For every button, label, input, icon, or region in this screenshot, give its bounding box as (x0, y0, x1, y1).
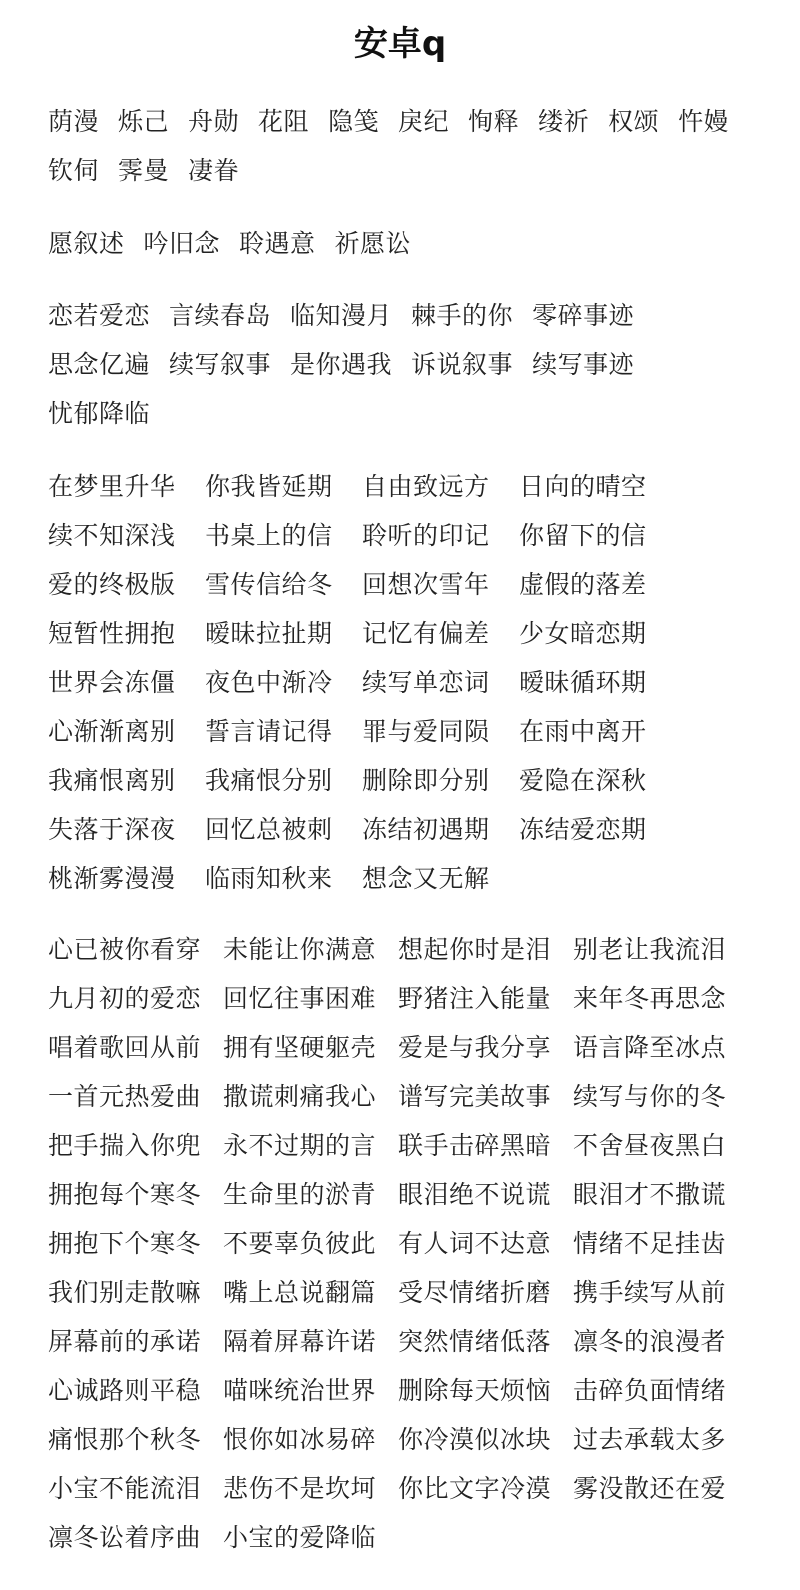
name-row (48, 560, 768, 609)
name-item: 临雨知秋来 (205, 863, 333, 893)
name-item: 愿叙述 (48, 228, 125, 258)
name-item: 零碎事迹 (532, 300, 635, 330)
name-item: 突然情绪低落 (398, 1326, 552, 1356)
name-item: 凄眷 (188, 155, 240, 185)
name-item: 舟勋 (188, 106, 240, 136)
name-row (48, 1513, 768, 1562)
name-row (48, 1366, 768, 1415)
name-item: 聆遇意 (239, 228, 316, 258)
name-item: 暧昧拉扯期 (205, 618, 333, 648)
name-item: 我痛恨分别 (205, 765, 333, 795)
name-row (48, 854, 768, 903)
name-item: 夜色中渐冷 (205, 667, 333, 697)
name-item: 我痛恨离别 (48, 765, 176, 795)
name-row (48, 925, 768, 974)
name-item: 日向的晴空 (519, 471, 647, 501)
name-item: 回忆往事困难 (223, 983, 377, 1013)
name-item: 撒谎刺痛我心 (223, 1081, 377, 1111)
name-item: 来年冬再思念 (573, 983, 727, 1013)
name-group-three-char (48, 219, 768, 268)
name-item: 别老让我流泪 (573, 934, 727, 964)
name-item: 失落于深夜 (48, 814, 176, 844)
name-row (48, 756, 768, 805)
name-item: 荫漫 (48, 106, 100, 136)
name-item: 恂释 (468, 106, 520, 136)
name-row (48, 1121, 768, 1170)
name-item: 吟旧念 (143, 228, 221, 258)
name-row (48, 974, 768, 1023)
name-item: 戾纪 (398, 106, 450, 136)
name-item: 情绪不足挂齿 (573, 1228, 727, 1258)
name-item: 把手揣入你兜 (48, 1130, 202, 1160)
name-item: 嘴上总说翻篇 (223, 1277, 377, 1307)
name-row (48, 805, 768, 854)
name-row (48, 1415, 768, 1464)
name-item: 暧昧循环期 (519, 667, 647, 697)
name-item: 在梦里升华 (48, 471, 176, 501)
name-item: 桃渐雾漫漫 (48, 863, 176, 893)
name-item: 在雨中离开 (519, 716, 647, 746)
name-row (48, 1023, 768, 1072)
name-item: 受尽情绪折磨 (398, 1277, 552, 1307)
name-item: 联手击碎黑暗 (398, 1130, 552, 1160)
name-item: 隔着屏幕许诺 (223, 1326, 377, 1356)
name-item: 续不知深浅 (48, 520, 176, 550)
name-item: 携手续写从前 (573, 1277, 727, 1307)
name-item: 悲伤不是坎坷 (223, 1473, 377, 1503)
name-item: 虚假的落差 (519, 569, 647, 599)
name-row (48, 1268, 768, 1317)
name-item: 我们别走散嘛 (48, 1277, 202, 1307)
name-item: 拥抱下个寒冬 (48, 1228, 202, 1258)
name-item: 野猪注入能量 (398, 983, 552, 1013)
name-item: 心已被你看穿 (48, 934, 202, 964)
name-item: 永不过期的言 (223, 1130, 377, 1160)
name-item: 恋若爱恋 (48, 300, 151, 330)
name-row (48, 658, 768, 707)
name-item: 心诚路则平稳 (48, 1375, 202, 1405)
name-item: 续写单恋词 (362, 667, 490, 697)
name-item: 未能让你满意 (223, 934, 377, 964)
name-item: 思念亿遍 (48, 349, 151, 379)
name-item: 小宝不能流泪 (48, 1473, 202, 1503)
name-item: 忤嫚 (678, 106, 730, 136)
name-item: 霁曼 (118, 155, 170, 185)
name-item: 回想次雪年 (362, 569, 490, 599)
name-item: 回忆总被刺 (205, 814, 333, 844)
name-item: 钦伺 (48, 155, 100, 185)
name-item: 有人词不达意 (398, 1228, 552, 1258)
name-row (48, 1219, 768, 1268)
name-item: 你我皆延期 (205, 471, 333, 501)
name-item: 不舍昼夜黑白 (573, 1130, 727, 1160)
name-item: 续写与你的冬 (573, 1081, 727, 1111)
name-item: 缕祈 (538, 106, 590, 136)
name-item: 凛冬讼着序曲 (48, 1522, 202, 1552)
name-item: 一首元热爱曲 (48, 1081, 202, 1111)
name-item: 言续春岛 (169, 300, 272, 330)
name-item: 凛冬的浪漫者 (573, 1326, 727, 1356)
name-item: 记忆有偏差 (362, 618, 490, 648)
name-row (48, 707, 768, 756)
name-item: 爱隐在深秋 (519, 765, 647, 795)
name-item: 拥有坚硬躯壳 (223, 1032, 377, 1062)
name-item: 聆听的印记 (362, 520, 490, 550)
page-title: 安卓q (353, 24, 447, 64)
name-item: 隐笺 (328, 106, 380, 136)
name-item: 删除每天烦恼 (398, 1375, 552, 1405)
name-group-six-char (48, 925, 768, 1562)
name-group-four-char (48, 291, 768, 438)
name-item: 少女暗恋期 (519, 618, 647, 648)
name-item: 小宝的爱降临 (223, 1522, 377, 1552)
name-item: 谱写完美故事 (398, 1081, 552, 1111)
name-item: 拥抱每个寒冬 (48, 1179, 202, 1209)
name-item: 九月初的爱恋 (48, 983, 202, 1013)
name-row (48, 511, 768, 560)
name-item: 痛恨那个秋冬 (48, 1424, 202, 1454)
name-row (48, 291, 768, 340)
name-item: 爱的终极版 (48, 569, 176, 599)
name-item: 生命里的淤青 (223, 1179, 377, 1209)
name-item: 恨你如冰易碎 (223, 1424, 377, 1454)
name-item: 唱着歌回从前 (48, 1032, 202, 1062)
name-item: 想念又无解 (362, 863, 490, 893)
name-item: 击碎负面情绪 (573, 1375, 727, 1405)
name-item: 临知漫月 (290, 300, 393, 330)
name-group-two-char (48, 97, 768, 195)
name-item: 罪与爱同陨 (362, 716, 490, 746)
name-item: 书桌上的信 (205, 520, 333, 550)
name-item: 喵咪统治世界 (223, 1375, 377, 1405)
name-item: 冻结爱恋期 (519, 814, 647, 844)
name-item: 雪传信给冬 (205, 569, 333, 599)
name-item: 雾没散还在爱 (573, 1473, 727, 1503)
name-item: 烁己 (118, 106, 170, 136)
name-item: 你比文字冷漠 (398, 1473, 552, 1503)
name-item: 你冷漠似冰块 (398, 1424, 552, 1454)
name-group-five-char (48, 462, 768, 903)
name-row (48, 97, 768, 146)
name-row (48, 146, 768, 195)
name-item: 忧郁降临 (48, 398, 151, 428)
name-row (48, 1072, 768, 1121)
name-row (48, 340, 768, 389)
name-row (48, 462, 768, 511)
name-item: 眼泪才不撒谎 (573, 1179, 727, 1209)
name-item: 权颂 (608, 106, 660, 136)
name-row (48, 1170, 768, 1219)
name-item: 心渐渐离别 (48, 716, 176, 746)
name-item: 过去承载太多 (573, 1424, 727, 1454)
name-item: 誓言请记得 (205, 716, 333, 746)
name-item: 短暂性拥抱 (48, 618, 176, 648)
name-item: 诉说叙事 (411, 349, 514, 379)
name-item: 续写叙事 (169, 349, 272, 379)
name-row (48, 1464, 768, 1513)
name-row (48, 219, 768, 268)
name-item: 自由致远方 (362, 471, 490, 501)
name-item: 世界会冻僵 (48, 667, 176, 697)
name-item: 语言降至冰点 (573, 1032, 727, 1062)
name-item: 不要辜负彼此 (223, 1228, 377, 1258)
name-item: 棘手的你 (411, 300, 514, 330)
name-item: 祈愿讼 (334, 228, 412, 258)
name-item: 你留下的信 (519, 520, 647, 550)
name-item: 花阻 (258, 106, 310, 136)
name-item: 是你遇我 (290, 349, 393, 379)
name-item: 冻结初遇期 (362, 814, 490, 844)
name-row (48, 609, 768, 658)
name-item: 续写事迹 (532, 349, 635, 379)
name-item: 眼泪绝不说谎 (398, 1179, 552, 1209)
name-item: 爱是与我分享 (398, 1032, 552, 1062)
name-item: 屏幕前的承诺 (48, 1326, 202, 1356)
name-item: 想起你时是泪 (398, 934, 552, 964)
name-row (48, 1317, 768, 1366)
name-item: 删除即分别 (362, 765, 490, 795)
name-row (48, 389, 768, 438)
